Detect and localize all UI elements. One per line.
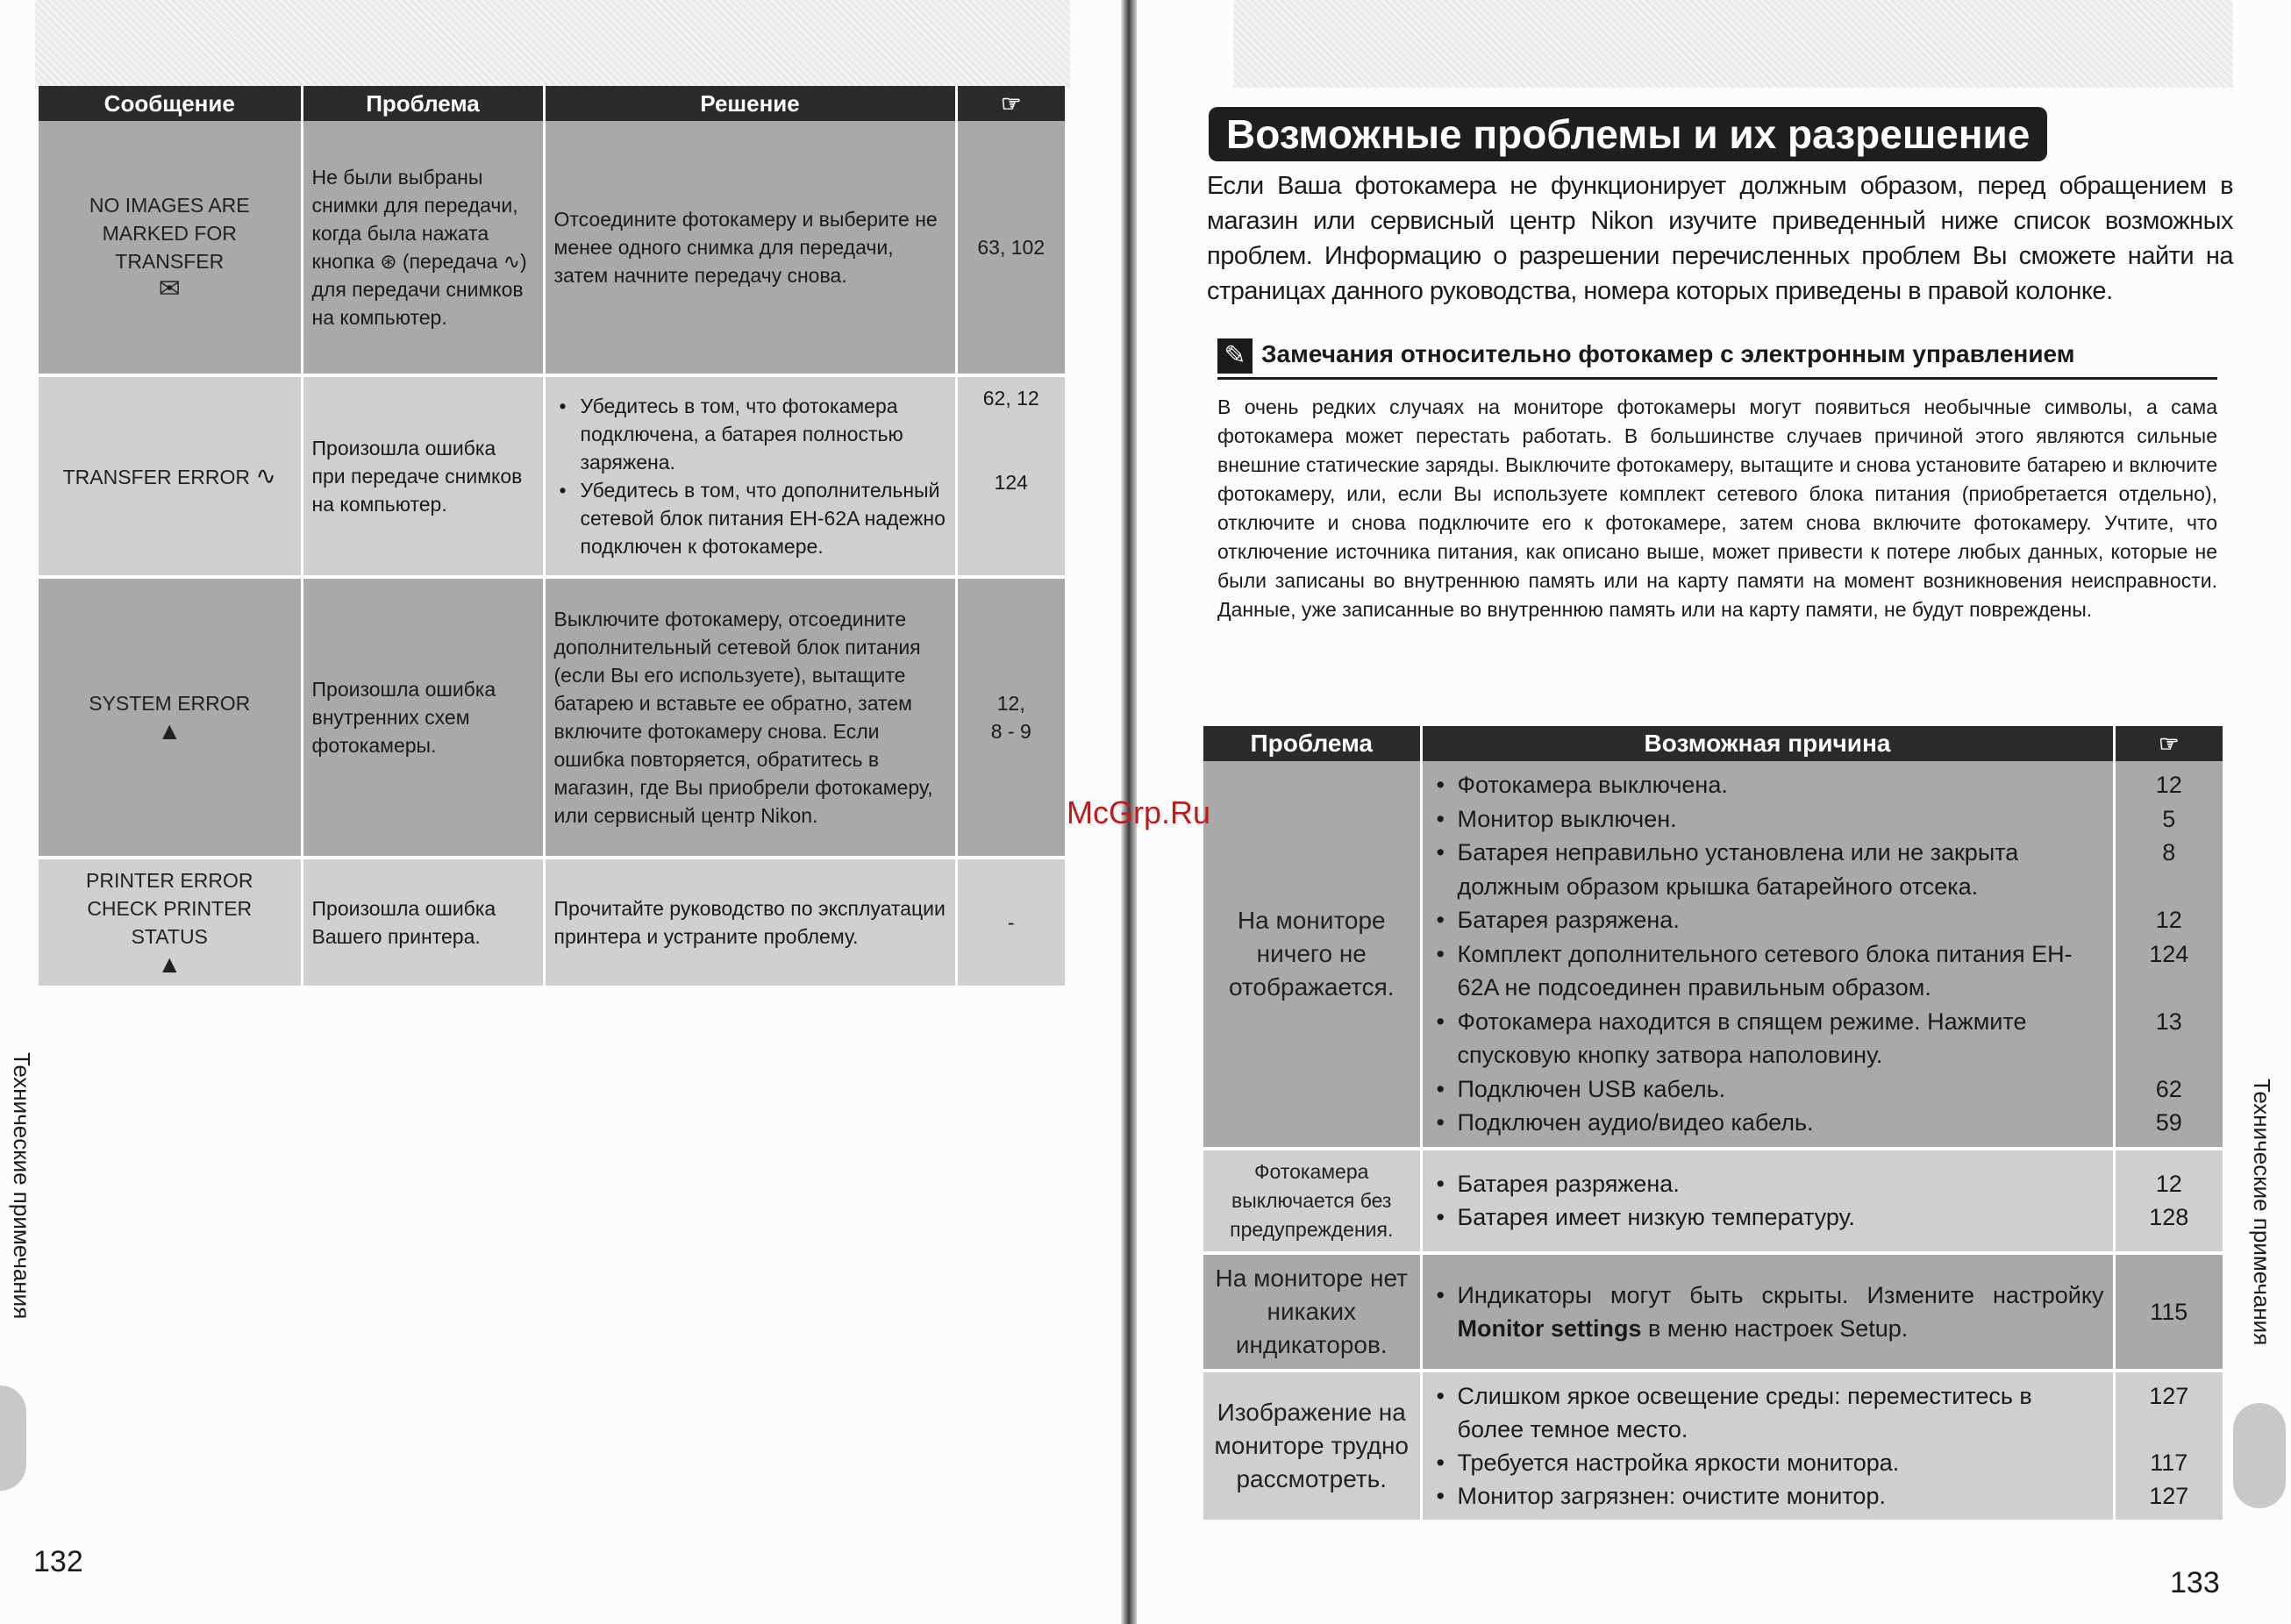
envelope-icon: ✉ xyxy=(158,274,181,303)
note-title: Замечания относительно фотокамер с электронным управлением xyxy=(1261,340,2075,367)
solution-cell: Прочитайте руководство по эксплуатации принтера и устраните проблему. xyxy=(544,858,956,987)
watermark: McGrp.Ru xyxy=(1067,794,1211,830)
header-cause: Возможная причина xyxy=(1421,726,2114,761)
transfer-icon: ∿ xyxy=(255,461,276,489)
cause-item: • Комплект дополнительного сетевого блока питания EH-62A не подсоединен правильным образом. xyxy=(1458,937,2104,1005)
cause-item: • Батарея неправильно установлена или не закрыта должным образом крышка батарейного отсека. xyxy=(1458,836,2104,903)
cause-cell xyxy=(1421,1149,2114,1253)
problem-cell: На мониторе нет никаких индикаторов. xyxy=(1203,1253,1421,1371)
right-page xyxy=(1137,0,2291,1624)
top-band xyxy=(35,0,1070,88)
section-side-label: Технические примечания xyxy=(2249,1079,2275,1346)
page-ref: 62, 12 xyxy=(982,387,1039,410)
note-heading xyxy=(1217,338,2217,380)
message-text: NO IMAGES ARE MARKED FOR TRANSFER xyxy=(89,194,250,273)
table-header-row xyxy=(1203,726,2223,761)
cause-cell xyxy=(1421,1253,2114,1371)
left-page xyxy=(0,0,1130,1624)
table-header-row xyxy=(39,86,1065,121)
cause-item: • Батарея имеет низкую температуру. xyxy=(1458,1200,2104,1234)
page-ref: 127 xyxy=(2149,1382,2189,1409)
warning-icon: ▲ xyxy=(157,951,182,978)
message-cell xyxy=(39,577,302,858)
section-side-label: Технические примечания xyxy=(9,1052,35,1320)
page-ref: 124 xyxy=(2149,940,2189,967)
section-tab xyxy=(0,1385,26,1491)
table-row xyxy=(39,375,1065,577)
header-solution: Решение xyxy=(544,86,956,121)
page-ref: 128 xyxy=(2149,1204,2189,1230)
table-row xyxy=(39,577,1065,858)
header-message: Сообщение xyxy=(39,86,302,121)
problem-cell: Произошла ошибка при передаче снимков на компьютер. xyxy=(302,375,544,577)
solution-bullet: • Убедитесь в том, что дополнительный сетевой блок питания EH-62A надежно подключен к фотокамере. xyxy=(581,476,946,560)
cause-item: • Монитор выключен. xyxy=(1458,802,2104,837)
message-text: SYSTEM ERROR xyxy=(89,692,251,715)
page-ref-cell xyxy=(2114,1149,2223,1253)
header-page-ref-icon: ☞ xyxy=(956,86,1065,121)
page-ref: 12 xyxy=(2155,772,2182,798)
cause-text: Индикаторы могут быть скрыты. Измените настройку xyxy=(1457,1281,2104,1308)
message-text: TRANSFER ERROR xyxy=(62,465,251,488)
page-ref-cell: 63, 102 xyxy=(956,121,1065,375)
cause-cell xyxy=(1421,761,2114,1149)
message-text: PRINTER ERROR CHECK PRINTER STATUS xyxy=(86,869,253,948)
cause-item xyxy=(1458,1279,2104,1345)
cause-item: • Батарея разряжена. xyxy=(1458,1167,2104,1200)
page-ref: 127 xyxy=(2149,1482,2189,1509)
solution-cell xyxy=(544,375,956,577)
page-ref: 117 xyxy=(2150,1449,2188,1476)
header-problem: Проблема xyxy=(302,86,544,121)
page-number: 132 xyxy=(33,1545,83,1578)
problem-cell: На мониторе ничего не отображается. xyxy=(1203,761,1421,1149)
warning-icon: ▲ xyxy=(157,717,182,744)
table-row xyxy=(1203,761,2223,1149)
page-ref: 5 xyxy=(2162,805,2176,832)
cause-item: • Фотокамера выключена. xyxy=(1458,768,2104,802)
section-tab xyxy=(2233,1403,2286,1508)
page-ref: 12 xyxy=(2155,1171,2182,1197)
header-page-ref-icon: ☞ xyxy=(2114,726,2223,761)
cause-item: • Батарея разряжена. xyxy=(1458,903,2104,937)
cause-item: • Требуется настройка яркости монитора. xyxy=(1458,1446,2104,1479)
solution-cell: Выключите фотокамеру, отсоедините дополнительный сетевой блок питания (если Вы его используете), вытащите батарею и вставьте ее обратно, затем включите фотокамеру снова. Если ошибка повторяется, обратитесь в магазин, где Вы приобрели фотокамеру, или сервисный центр Nikon. xyxy=(544,577,956,858)
problem-cell: Не были выбраны снимки для передачи, когда была нажата кнопка ⊛ (передача ∿) для передачи снимков на компьютер. xyxy=(302,121,544,375)
page-ref-cell xyxy=(956,375,1065,577)
header-problem: Проблема xyxy=(1203,726,1421,761)
page-ref-cell: 115 xyxy=(2114,1253,2223,1371)
message-cell xyxy=(39,121,302,375)
page-ref: 12, xyxy=(996,692,1025,715)
table-row xyxy=(1203,1371,2223,1521)
solution-cell: Отсоедините фотокамеру и выберите не менее одного снимка для передачи, затем начните передачу снова. xyxy=(544,121,956,375)
pencil-icon: ✎ xyxy=(1217,338,1253,374)
problem-cell: Фотокамера выключается без предупреждения. xyxy=(1203,1149,1421,1253)
table-row xyxy=(1203,1253,2223,1371)
table-row xyxy=(1203,1149,2223,1253)
page-ref: 8 xyxy=(2162,839,2176,865)
error-messages-table xyxy=(39,86,1065,989)
top-band xyxy=(1233,0,2233,88)
cause-text: в меню настроек Setup. xyxy=(1641,1314,1909,1342)
note-body: В очень редких случаях на мониторе фотокамеры могут появиться необычные символы, а сама фотокамера может перестать работать. В большинстве случаев причиной этого являются сильные внешние статические заряды. Выключите фотокамеру, вытащите и снова установите батарею и включите фотокамеру, или, если Вы используете комплект сетевого блока питания (приобретается отдельно), отключите и снова подключите его к фотокамере, затем снова включите фотокамеру. Учтите, что отключение источника питания, как описано выше, может привести к потере любых данных, которые не были записаны во внутреннюю память или на карту памяти на момент возникновения неисправности. Данные, уже записанные во внутреннюю память или на карту памяти, не будут повреждены. xyxy=(1217,395,2217,621)
message-cell xyxy=(39,858,302,987)
page-ref-cell: - xyxy=(956,858,1065,987)
page-ref: 124 xyxy=(994,471,1028,494)
cause-cell xyxy=(1421,1371,2114,1521)
page-ref-cell xyxy=(2114,1371,2223,1521)
page-ref: 8 - 9 xyxy=(990,720,1031,743)
troubleshooting-table xyxy=(1203,726,2223,1523)
solution-bullet: • Убедитесь в том, что фотокамера подключена, а батарея полностью заряжена. xyxy=(581,392,946,476)
page-ref: 13 xyxy=(2155,1008,2182,1035)
cause-item: • Слишком яркое освещение среды: переместитесь в более темное место. xyxy=(1458,1379,2104,1446)
table-row xyxy=(39,121,1065,375)
page-title: Возможные проблемы и их разрешение xyxy=(1209,107,2047,161)
page-ref: 59 xyxy=(2155,1109,2182,1136)
problem-cell: Изображение на мониторе трудно рассмотреть. xyxy=(1203,1371,1421,1521)
page-ref-cell xyxy=(956,577,1065,858)
page-number: 133 xyxy=(2170,1566,2220,1599)
cause-item: • Подключен USB кабель. xyxy=(1458,1072,2104,1107)
problem-cell: Произошла ошибка внутренних схем фотокамеры. xyxy=(302,577,544,858)
cause-item: • Фотокамера находится в спящем режиме. Нажмите спусковую кнопку затвора наполовину. xyxy=(1458,1005,2104,1072)
message-cell xyxy=(39,375,302,577)
intro-paragraph: Если Ваша фотокамера не функционирует должным образом, перед обращением в магазин или сервисный центр Nikon изучите приведенный ниже список возможных проблем. Информацию о разрешении перечисленных проблем Вы сможете найти на страницах данного руководства, номера которых приведены в правой колонке. xyxy=(1207,172,2233,305)
page-ref-cell xyxy=(2114,761,2223,1149)
problem-cell: Произошла ошибка Вашего принтера. xyxy=(302,858,544,987)
monitor-settings-term: Monitor settings xyxy=(1457,1314,1642,1342)
page-ref: 12 xyxy=(2155,907,2182,933)
table-row xyxy=(39,858,1065,987)
cause-item: • Монитор загрязнен: очистите монитор. xyxy=(1458,1479,2104,1513)
cause-item: • Подключен аудио/видео кабель. xyxy=(1458,1106,2104,1140)
page-ref: 62 xyxy=(2155,1075,2182,1102)
